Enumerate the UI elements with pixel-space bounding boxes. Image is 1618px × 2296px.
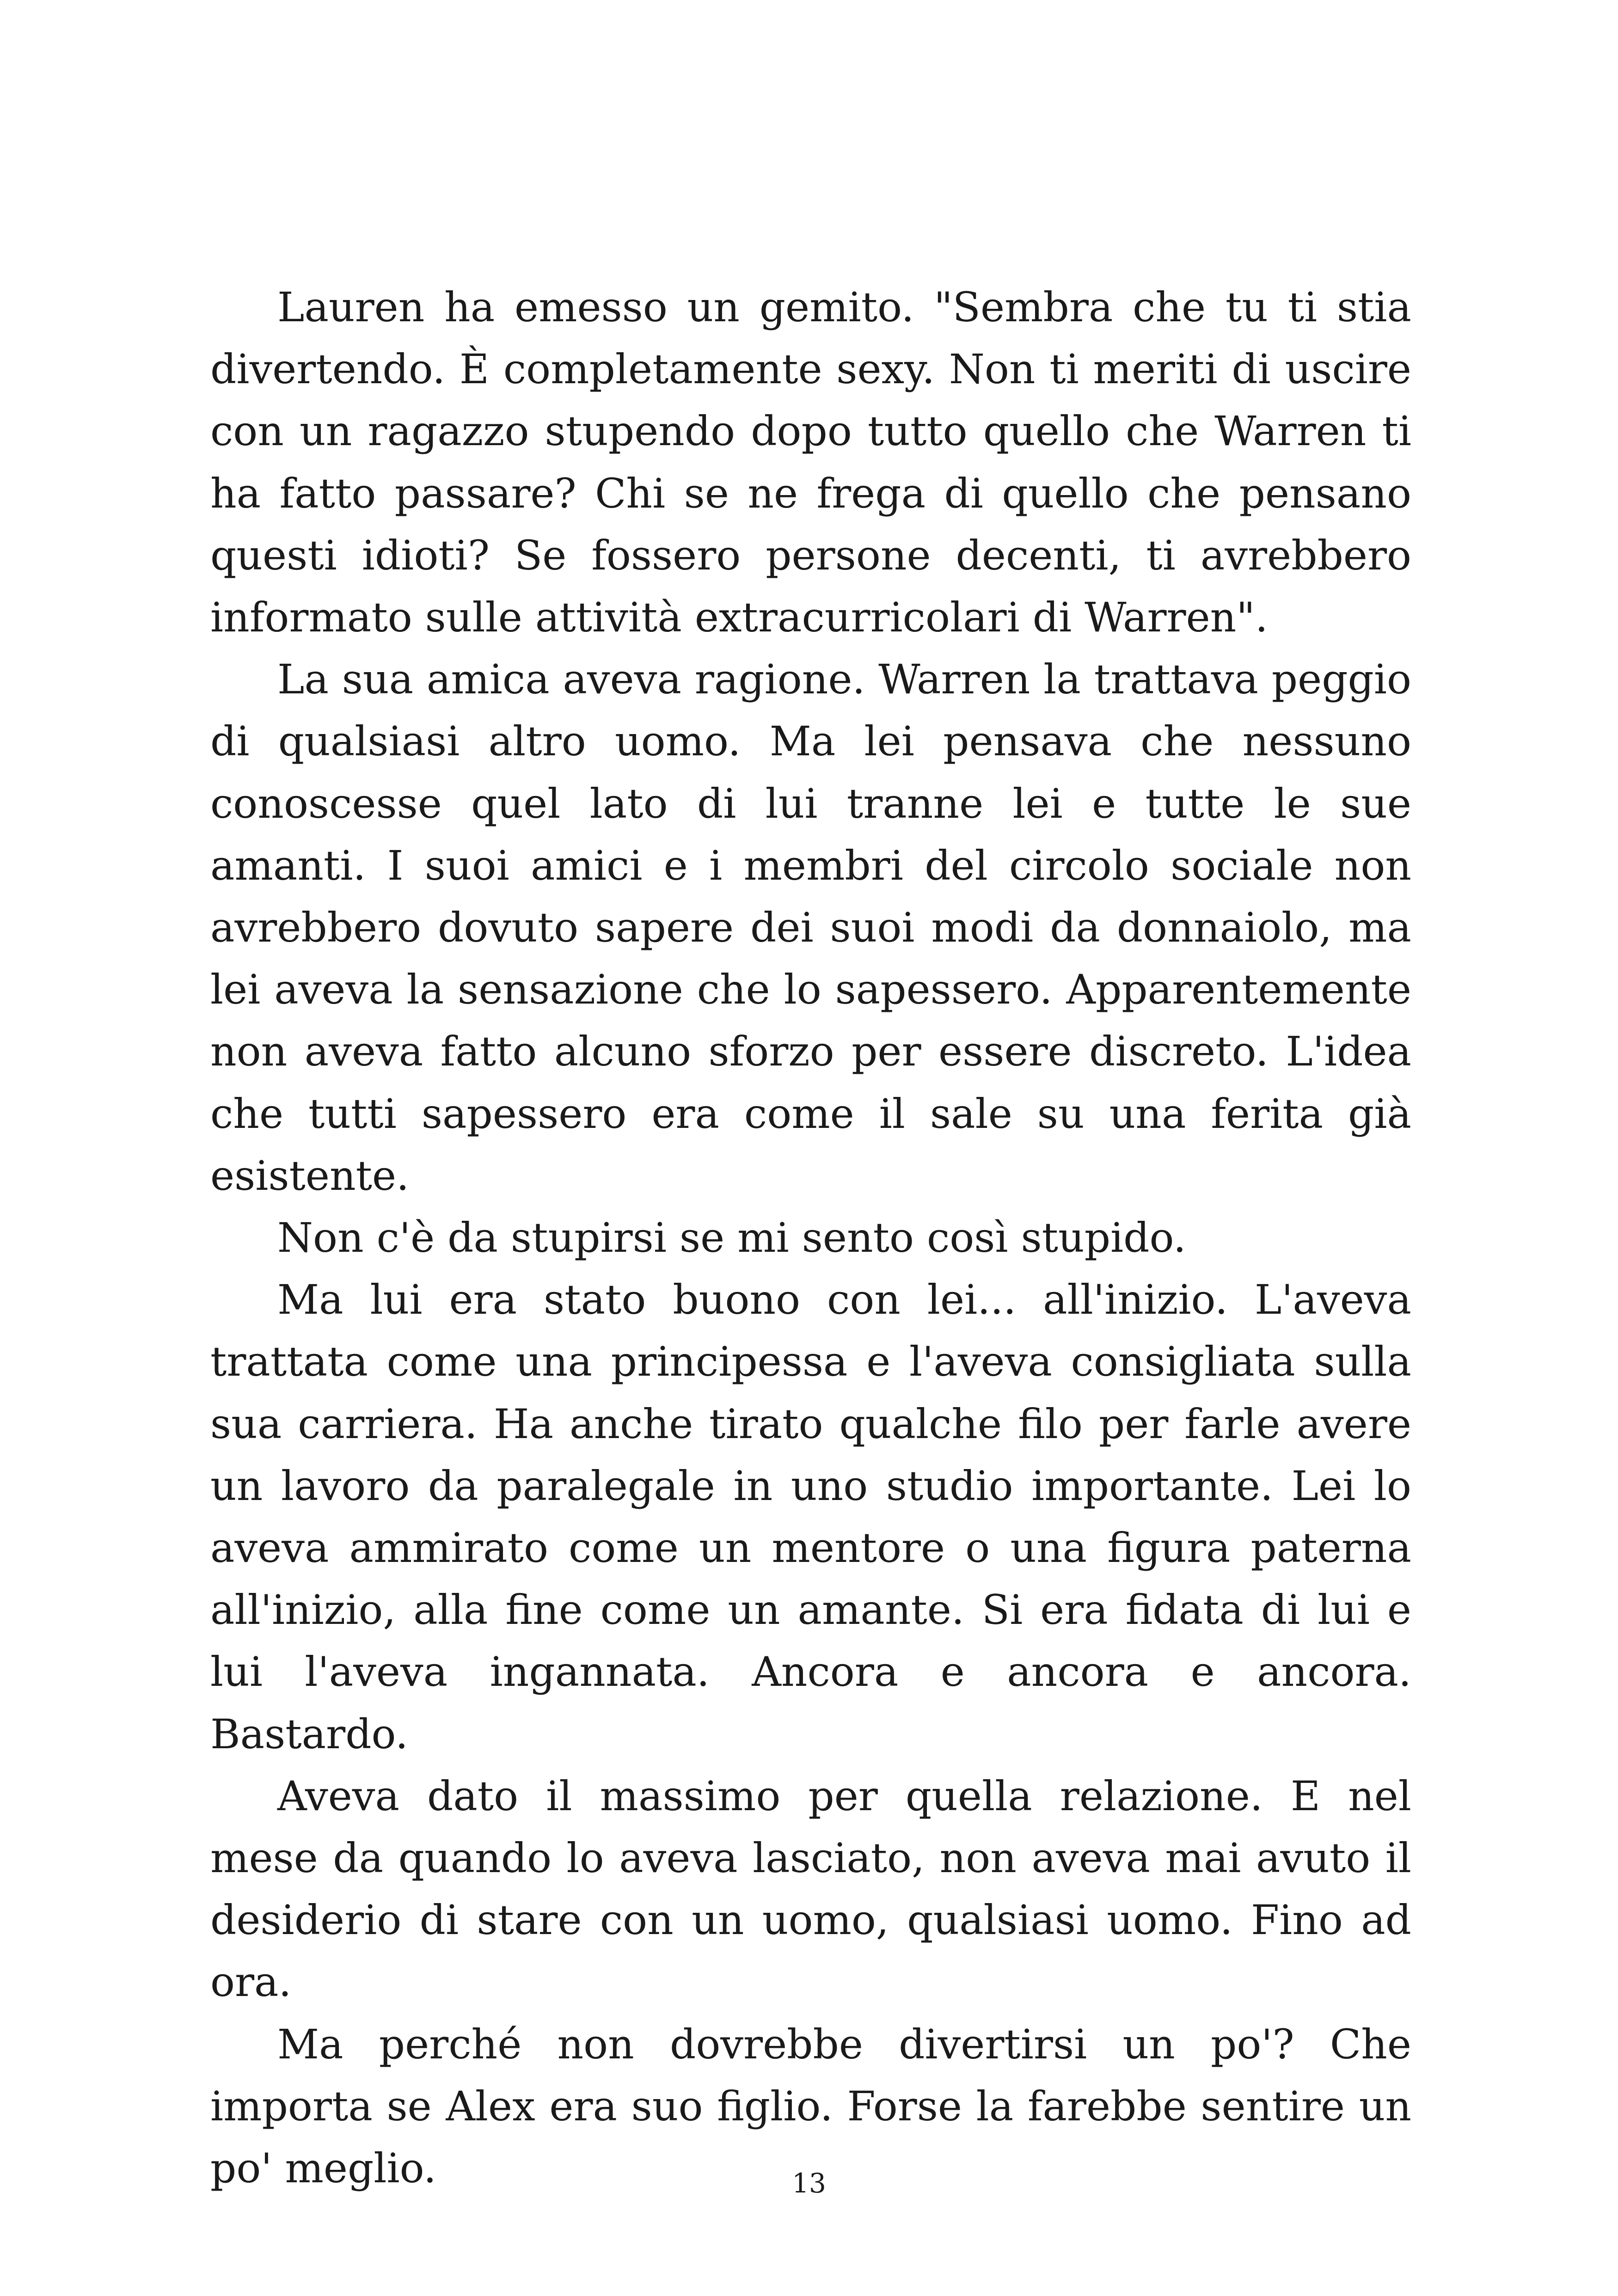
paragraph-1: Lauren ha emesso un gemito. "Sembra che tu ti stia divertendo. È completamente sexy. Non ti meriti di uscire con un ragazzo stupendo dopo tutto quello che Warren ti ha fatto passare? Chi se ne frega di quello che pensano questi idioti? Se fossero persone decenti, ti avrebbero informato sulle attività extracurricolari di Warren". xyxy=(210,283,1411,642)
paragraph-4: Ma lui era stato buono con lei... all'inizio. L'aveva trattata come una principessa e l'aveva consigliata sulla sua carriera. Ha anche tirato qualche filo per farle avere un lavoro da paralegale in uno studio importante. Lei lo aveva ammirato come un mentore o una figura paterna all'inizio, alla fine come un amante. Si era fidata di lui e lui l'aveva ingannata. Ancora e ancora e ancora. Bastardo. xyxy=(210,1276,1411,1758)
page-number: 13 xyxy=(792,2167,826,2199)
paragraph-3: Non c'è da stupirsi se mi sento così stupido. xyxy=(277,1214,1186,1262)
body-text xyxy=(210,276,1411,2199)
paragraph-6: Ma perché non dovrebbe divertirsi un po'? Che importa se Alex era suo figlio. Forse la farebbe sentire un po' meglio. xyxy=(210,2020,1411,2192)
paragraph-2: La sua amica aveva ragione. Warren la trattava peggio di qualsiasi altro uomo. Ma lei pensava che nessuno conoscesse quel lato di lui tranne lei e tutte le sue amanti. I suoi amici e i membri del circolo sociale non avrebbero dovuto sapere dei suoi modi da donnaiolo, ma lei aveva la sensazione che lo sapessero. Apparentemente non aveva fatto alcuno sforzo per essere discreto. L'idea che tutti sapessero era come il sale su una ferita già esistente. xyxy=(210,655,1411,1200)
paragraph-5: Aveva dato il massimo per quella relazione. E nel mese da quando lo aveva lasciato, non aveva mai avuto il desiderio di stare con un uomo, qualsiasi uomo. Fino ad ora. xyxy=(210,1772,1411,2006)
